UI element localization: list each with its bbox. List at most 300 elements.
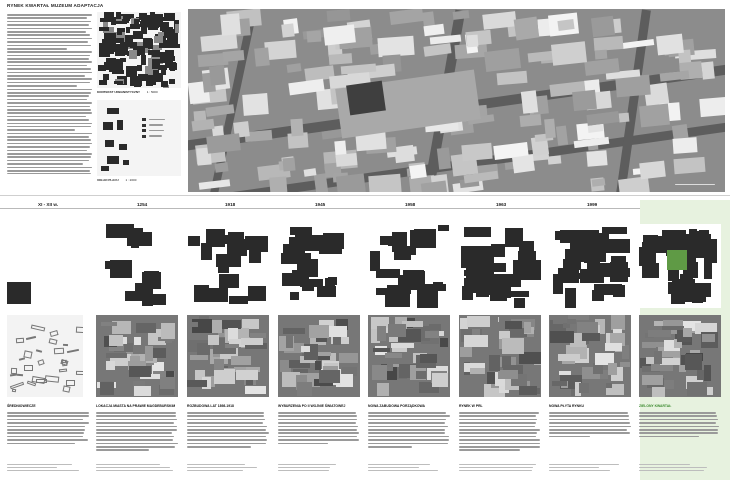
- map-building: [319, 236, 342, 254]
- column-sources: [368, 464, 450, 472]
- aerial-roof: [453, 10, 470, 20]
- sketch-stroke: [67, 348, 79, 353]
- aerial-roof: [587, 111, 620, 126]
- aerial-roof: [290, 118, 303, 136]
- photo-block: [550, 331, 574, 342]
- map-building: [111, 17, 116, 25]
- photo-block: [470, 368, 485, 375]
- photo-block: [559, 371, 570, 375]
- map-building: [611, 256, 626, 267]
- map-building: [116, 38, 125, 43]
- map-building: [639, 247, 656, 266]
- map-building: [704, 259, 713, 279]
- column-sources: [7, 464, 89, 472]
- photo-block: [315, 361, 321, 370]
- column-title: LOKACJA MIASTA NA PRAWIE MAGDEBURSKIM: [96, 404, 176, 408]
- aerial-roof: [306, 30, 321, 42]
- map-building: [553, 274, 563, 293]
- sketch-stroke: [24, 365, 33, 371]
- photo-block: [420, 354, 437, 364]
- photo-block: [391, 343, 415, 348]
- photo-block: [373, 348, 390, 352]
- photo-block: [101, 322, 117, 326]
- aerial-roof: [557, 19, 574, 31]
- map-building: [290, 292, 299, 300]
- historic-map-1945: [278, 224, 360, 308]
- map-building: [119, 144, 127, 150]
- timeline-era-label: 1963: [493, 202, 509, 207]
- timeline-era-label: 1918: [222, 202, 238, 207]
- map-building: [135, 283, 153, 300]
- aerial-roof: [200, 34, 237, 52]
- legend-row: [142, 124, 165, 127]
- aerial-roof: [207, 133, 242, 153]
- urban-context-map: [97, 12, 181, 88]
- square-layout-map: [97, 100, 181, 176]
- aerial-roof: [586, 150, 608, 167]
- sketch-stroke: [49, 330, 58, 337]
- map-building: [99, 80, 108, 86]
- section-divider: [0, 195, 730, 196]
- map-building: [153, 74, 163, 82]
- aerial-roof: [282, 158, 295, 172]
- map-building: [105, 140, 114, 147]
- timeline-era-label: 1945: [312, 202, 328, 207]
- map-building: [116, 12, 121, 19]
- photo-block: [208, 335, 219, 345]
- photo-block: [489, 355, 500, 371]
- photo-block: [654, 351, 662, 364]
- historic-photo-1963: [459, 315, 541, 397]
- map-building: [392, 232, 407, 252]
- map-building: [164, 27, 172, 35]
- map-building: [117, 29, 122, 35]
- column-body-text: [459, 412, 541, 458]
- photo-block: [622, 345, 629, 358]
- medieval-map: [7, 224, 83, 308]
- aerial-roof: [547, 156, 561, 165]
- map-building: [587, 263, 610, 269]
- photo-block: [464, 335, 488, 346]
- aerial-roof: [701, 61, 715, 79]
- map-building: [146, 75, 152, 85]
- aerial-roof: [421, 181, 449, 192]
- aerial-roof: [254, 48, 270, 67]
- photo-block: [106, 353, 128, 358]
- aerial-roof: [551, 42, 587, 67]
- map-building: [229, 296, 249, 303]
- photo-block: [558, 354, 580, 361]
- column-body-text: [278, 412, 360, 458]
- aerial-roof: [220, 13, 241, 35]
- historic-photo-2024: [639, 315, 721, 397]
- aerial-roof: [521, 91, 539, 114]
- map-building: [370, 251, 380, 270]
- map-building: [169, 63, 177, 70]
- sketch-stroke: [63, 344, 69, 346]
- column-title: ROZBUDOWA LAT 1898-1918: [187, 404, 234, 408]
- map-building: [112, 70, 124, 74]
- map-building: [151, 14, 163, 18]
- photo-block: [687, 382, 708, 396]
- square-layout-label: UKŁAD PLACU: [97, 178, 119, 182]
- aerial-roof: [618, 177, 650, 192]
- map-building: [148, 21, 159, 30]
- map-building: [107, 108, 119, 114]
- map-building: [138, 48, 144, 55]
- photo-block: [377, 326, 386, 340]
- map-building: [120, 58, 125, 62]
- photo-block: [683, 328, 692, 337]
- map-building: [152, 59, 160, 69]
- photo-block: [236, 370, 258, 381]
- aerial-roof: [327, 9, 351, 22]
- map-building: [602, 239, 630, 253]
- aerial-roof: [436, 148, 450, 171]
- photo-block: [652, 387, 665, 397]
- photo-block: [608, 363, 617, 376]
- photo-block: [432, 373, 448, 387]
- aerial-roof: [335, 153, 357, 167]
- photo-block: [214, 369, 235, 384]
- map-building: [134, 19, 139, 24]
- aerial-roof: [594, 49, 607, 59]
- photo-block: [460, 347, 472, 357]
- aerial-roof: [699, 97, 725, 117]
- sketch-stroke: [59, 369, 67, 373]
- map-building: [513, 260, 541, 279]
- photo-block: [388, 324, 406, 336]
- sketch-stroke: [10, 382, 24, 389]
- map-building: [589, 247, 601, 260]
- map-building: [104, 62, 113, 70]
- map-building: [438, 225, 449, 232]
- map-building: [380, 236, 388, 245]
- aerial-roof: [286, 63, 301, 73]
- photo-block: [301, 346, 310, 352]
- map-building: [126, 27, 130, 33]
- photo-block: [160, 377, 174, 389]
- urban-context-caption: [97, 90, 158, 94]
- aerial-roof: [329, 53, 353, 65]
- photo-block: [136, 323, 156, 333]
- map-building: [154, 36, 163, 43]
- map-building: [219, 274, 239, 289]
- map-building: [104, 33, 117, 42]
- aerial-roof: [674, 157, 706, 175]
- photo-block: [416, 371, 426, 379]
- sketch-stroke: [49, 338, 58, 345]
- photo-block: [642, 375, 663, 384]
- aerial-roof: [482, 11, 516, 30]
- map-building: [505, 228, 523, 246]
- aerial-roof: [593, 36, 623, 51]
- map-building: [484, 274, 501, 291]
- photo-block: [106, 361, 114, 370]
- aerial-roof: [673, 137, 698, 154]
- photo-block: [134, 386, 151, 396]
- aerial-roof: [639, 161, 666, 179]
- intro-text-block: [7, 14, 92, 174]
- map-building: [669, 234, 690, 249]
- map-building: [580, 269, 604, 282]
- photo-block: [552, 381, 567, 386]
- sketch-stroke: [66, 380, 75, 386]
- map-building: [101, 166, 109, 171]
- photo-block: [579, 383, 588, 393]
- column-body-text: [639, 412, 721, 458]
- map-building: [137, 65, 142, 71]
- timeline-era-label: 1999: [584, 202, 600, 207]
- map-building: [701, 234, 711, 247]
- column-sources: [639, 464, 721, 472]
- map-building: [464, 227, 491, 237]
- aerial-roof: [591, 15, 615, 37]
- map-building: [161, 65, 166, 75]
- photo-block: [524, 322, 531, 333]
- column-title: WYBURZENIA PO II WOJNIE ŚWIATOWEJ: [278, 404, 346, 408]
- photo-block: [339, 353, 358, 364]
- map-building: [403, 270, 424, 283]
- timeline-line: [0, 208, 730, 209]
- map-building: [7, 282, 31, 304]
- column-title: ŚREDNIOWIECZE: [7, 404, 36, 408]
- map-building: [514, 298, 524, 307]
- map-building: [103, 122, 113, 130]
- photo-block: [109, 335, 123, 346]
- photo-block: [567, 319, 576, 324]
- sketch-stroke: [45, 375, 59, 383]
- map-building: [565, 288, 576, 307]
- map-building: [161, 52, 170, 58]
- aerial-roof: [336, 173, 366, 192]
- map-building: [117, 120, 123, 130]
- legend-swatch: [142, 124, 146, 127]
- photo-block: [319, 370, 340, 383]
- aerial-photo: [188, 9, 725, 192]
- sketch-stroke: [76, 327, 83, 334]
- map-building: [207, 288, 228, 301]
- town-hall-block: [346, 81, 386, 116]
- historic-photo-1918: [187, 315, 269, 397]
- aerial-roof: [496, 70, 527, 84]
- historic-map-1999: [549, 224, 631, 308]
- column-title: NOWA PŁYTA RYNKU: [549, 404, 584, 408]
- map-building: [300, 279, 322, 288]
- legend-swatch: [142, 129, 146, 132]
- sketch-stroke: [25, 336, 35, 340]
- sketch-stroke: [19, 357, 26, 361]
- sketch-stroke: [36, 349, 42, 353]
- column-sources: [187, 464, 269, 472]
- photo-block: [241, 338, 263, 346]
- aerial-roof: [572, 90, 597, 111]
- aerial-roof: [544, 119, 556, 139]
- map-building: [414, 229, 436, 240]
- photo-block: [145, 346, 153, 362]
- timeline-era-label: 1958: [402, 202, 418, 207]
- column-sources: [549, 464, 631, 472]
- photo-block: [316, 352, 330, 356]
- aerial-roof: [514, 16, 540, 40]
- photo-block: [425, 331, 440, 338]
- timeline: [0, 197, 730, 219]
- photo-block: [577, 322, 598, 333]
- map-building: [594, 284, 622, 295]
- photo-block: [187, 380, 207, 387]
- photo-block: [245, 386, 265, 394]
- map-building: [168, 39, 177, 49]
- column-title: RYNEK W PRL: [459, 404, 483, 408]
- historic-photo-1945: [278, 315, 360, 397]
- sketch-stroke: [17, 374, 23, 377]
- map-legend: [142, 118, 165, 140]
- sketch-stroke: [31, 325, 45, 332]
- map-building: [125, 291, 137, 302]
- aerial-roof: [484, 48, 521, 72]
- aerial-roof: [242, 93, 268, 116]
- aerial-photo-caption: [675, 184, 715, 188]
- green-block: [667, 250, 687, 270]
- historic-map-1963: [459, 224, 541, 308]
- urban-context-scale: 1 : 5000: [146, 90, 158, 94]
- map-building: [175, 24, 179, 34]
- photo-block: [190, 355, 208, 360]
- map-building: [227, 239, 248, 256]
- photo-block: [505, 321, 522, 329]
- map-building: [161, 81, 168, 87]
- photo-block: [502, 338, 525, 353]
- aerial-roof: [512, 154, 535, 173]
- column-body-text: [187, 412, 269, 458]
- timeline-era-label: 1254: [134, 202, 150, 207]
- map-building: [248, 286, 266, 301]
- photo-block: [648, 330, 671, 337]
- map-building: [692, 293, 703, 303]
- sketch-stroke: [11, 368, 17, 374]
- photo-block: [283, 328, 305, 334]
- aerial-roof: [281, 23, 295, 38]
- legend-swatch: [142, 135, 146, 138]
- map-building: [289, 237, 308, 247]
- map-building: [141, 55, 146, 66]
- historic-map-1254: [96, 224, 178, 308]
- aerial-roof: [423, 23, 444, 35]
- sketch-stroke: [16, 338, 24, 343]
- photo-block: [377, 383, 389, 396]
- aerial-roof: [556, 125, 568, 145]
- column-title: ZIELONY KWARTAŁ: [639, 404, 672, 408]
- photo-block: [385, 353, 402, 358]
- map-building: [387, 285, 405, 293]
- historic-map-2024: [639, 224, 721, 308]
- map-building: [110, 260, 133, 278]
- historic-photo-1958: [368, 315, 450, 397]
- aerial-roof: [269, 176, 288, 192]
- photo-block: [161, 323, 174, 339]
- map-building: [302, 259, 318, 277]
- map-building: [122, 19, 129, 23]
- photo-block: [660, 358, 680, 365]
- photo-block: [620, 362, 630, 366]
- photo-block: [286, 335, 294, 348]
- photo-block: [134, 337, 141, 345]
- legend-row: [142, 129, 165, 132]
- map-building: [689, 229, 697, 246]
- sketch-stroke: [37, 359, 44, 365]
- map-building: [123, 160, 129, 165]
- map-building: [560, 230, 577, 243]
- historic-photo-1254: [96, 315, 178, 397]
- map-building: [491, 244, 505, 257]
- map-building: [325, 278, 335, 294]
- map-building: [130, 24, 140, 29]
- photo-block: [231, 356, 251, 365]
- column-body-text: [549, 412, 631, 458]
- map-building: [668, 282, 688, 293]
- aerial-roof: [209, 65, 226, 86]
- map-building: [418, 240, 435, 248]
- photo-block: [519, 386, 537, 395]
- photo-block: [605, 343, 622, 351]
- sketch-stroke: [76, 371, 83, 375]
- sketch-stroke: [54, 348, 64, 355]
- aerial-roof: [466, 35, 478, 48]
- sketch-stroke: [63, 385, 71, 393]
- historic-photo-1999: [549, 315, 631, 397]
- map-building: [462, 286, 473, 300]
- aerial-roof: [618, 113, 629, 123]
- map-building: [99, 27, 109, 31]
- square-layout-scale: 1 : 2000: [125, 178, 137, 182]
- column-sources: [459, 464, 541, 472]
- map-building: [206, 229, 225, 247]
- aerial-roof: [389, 9, 423, 25]
- map-building: [129, 50, 138, 59]
- map-building: [137, 42, 143, 46]
- photo-block: [297, 382, 312, 395]
- photo-block: [704, 365, 711, 381]
- photo-block: [498, 370, 518, 380]
- aerial-roof: [394, 145, 415, 163]
- map-building: [169, 79, 175, 84]
- column-title: NOWA ZABUDOWA PORZĄDKOWA: [368, 404, 426, 408]
- map-building: [563, 259, 581, 270]
- aerial-roof: [323, 24, 356, 46]
- photo-block: [225, 344, 240, 348]
- map-building: [114, 81, 123, 84]
- map-building: [110, 45, 123, 52]
- aerial-roof: [410, 164, 427, 179]
- historic-map-1918: [187, 224, 269, 308]
- aerial-roof: [639, 104, 670, 127]
- aerial-roof: [215, 162, 229, 173]
- map-building: [106, 224, 134, 237]
- sketch-stroke: [11, 389, 16, 393]
- photo-block: [214, 359, 225, 370]
- photo-block: [606, 383, 612, 388]
- map-building: [112, 61, 123, 70]
- aerial-roof: [520, 114, 542, 127]
- map-building: [99, 43, 103, 52]
- map-building: [133, 31, 143, 38]
- photo-block: [642, 342, 656, 348]
- photo-block: [685, 354, 701, 370]
- historic-map-1958: [368, 224, 450, 308]
- medieval-sketch: [7, 315, 83, 397]
- map-building: [131, 231, 139, 247]
- photo-block: [467, 316, 490, 327]
